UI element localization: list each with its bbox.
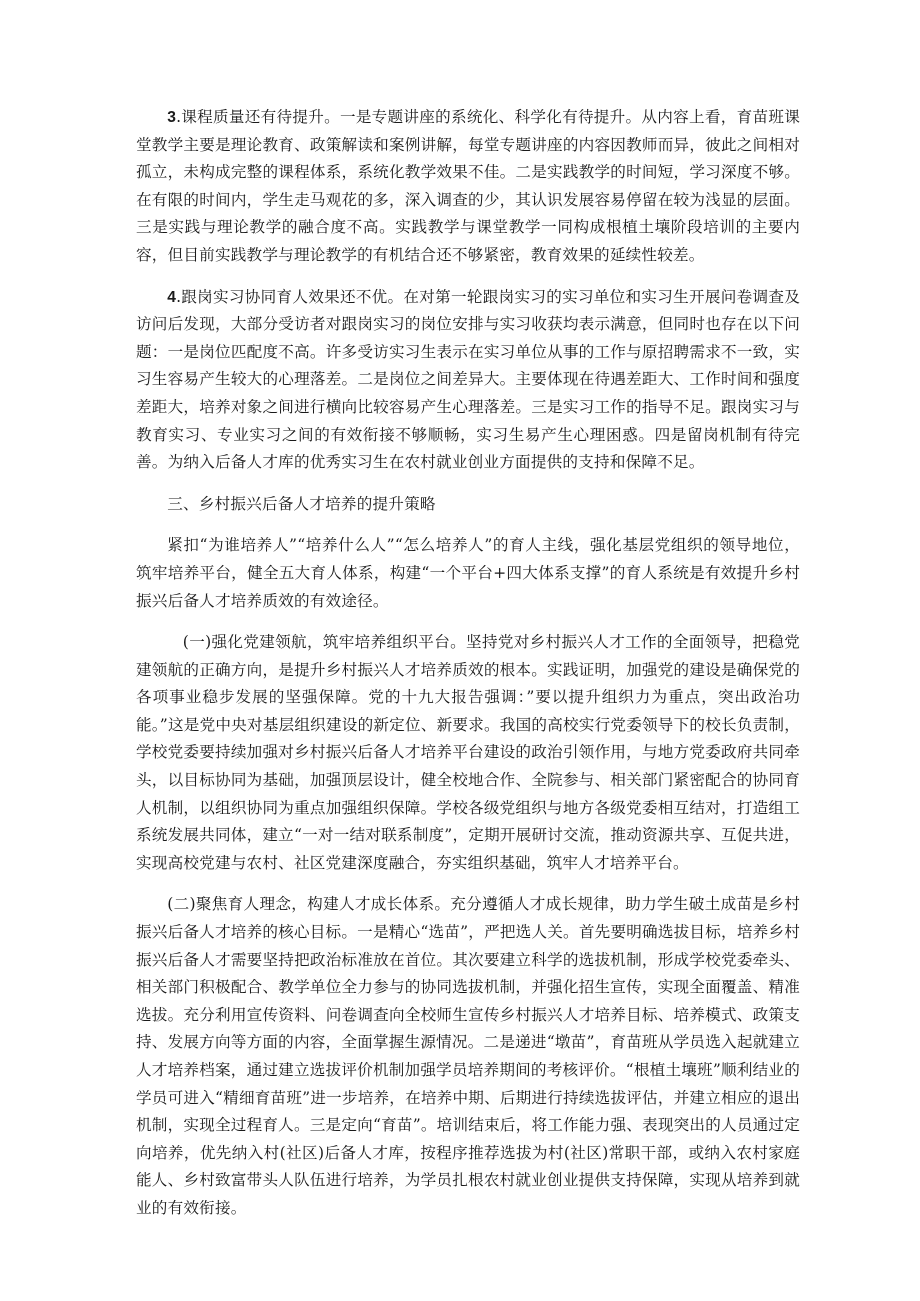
paragraph-text: .课程质量还有待提升。一是专题讲座的系统化、科学化有待提升。从内容上看，育苗班课堂教学主要是理论教育、政策解读和案例讲解，每堂专题讲座的内容因教师而异，彼此之间相对孤立，未构成完整的课程体系，系统化教学效果不佳。二是实践教学的时间短，学习深度不够。在有限的时间内，学生走马观花的多，深入调查的少，其认识发展容易停留在较为浅显的层面。三是实践与理论教学的融合度不高。实践教学与课堂教学一同构成根植土壤阶段培训的主要内容，但目前实践教学与理论教学的有机结合还不够紧密，教育效果的延续性较差。: [136, 108, 800, 264]
paragraph-talent-growth: (二)聚焦育人理念，构建人才成长体系。充分遵循人才成长规律，助力学生破土成苗是乡村振兴后备人才培养的核心目标。一是精心“选苗”，严把选人关。首先要明确选拔目标，培养乡村振兴后备人才需要坚持把政治标准放在首位。其次要建立科学的选拔机制，形成学校党委牵头、相关部门积极配合、教学单位全力参与的协同选拔机制，并强化招生宣传，实现全面覆盖、精准选拔。充分利用宣传资料、问卷调查向全校师生宣传乡村振兴人才培养目标、培养模式、政策支持、发展方向等方面的内容，全面掌握生源情况。二是递进“墩苗”，育苗班从学员选入起就建立人才培养档案，通过建立选拔评价机制加强学员培养期间的考核评价。“根植土壤班”顺利结业的学员可进入“精细育苗班”进一步培养，在培养中期、后期进行持续选拔评估，并建立相应的退出机制，实现全过程育人。三是定向“育苗”。培训结束后，将工作能力强、表现突出的人员通过定向培养，优先纳入村(社区)后备人才库，按程序推荐选拔为村(社区)常职干部，或纳入农村家庭能人、乡村致富带头人队伍进行培养，为学员扎根农村就业创业提供支持保障，实现从培养到就业的有效衔接。: [136, 895, 800, 1217]
paragraph-course-quality: [136, 104, 800, 270]
document-page: [136, 104, 800, 1237]
paragraph-party-building: (一)强化党建领航，筑牢培养组织平台。坚持党对乡村振兴人才工作的全面领导，把稳党建领航的正确方向，是提升乡村振兴人才培养质效的根本。实践证明，加强党的建设是确保党的各项事业稳步发展的坚强保障。党的十九大报告强调：”要以提升组织力为重点，突出政治功能。”这是党中央对基层组织建设的新定位、新要求。我国的高校实行党委领导下的校长负责制，学校党委要持续加强对乡村振兴后备人才培养平台建设的政治引领作用，与地方党委政府共同牵头，以目标协同为基础，加强顶层设计，健全校地合作、全院参与、相关部门紧密配合的协同育人机制，以组织协同为重点加强组织保障。学校各级党组织与地方各级党委相互结对，打造组工系统发展共同体，建立“一对一结对联系制度”，定期开展研讨交流，推动资源共享、互促共进，实现高校党建与农村、社区党建深度融合，夯实组织基础，筑牢人才培养平台。: [136, 633, 800, 872]
paragraph-intro: 紧扣“为谁培养人”“培养什么人”“怎么培养人”的育人主线，强化基层党组织的领导地位，筑牢培养平台，健全五大育人体系，构建“一个平台+四大体系支撑”的育人系统是有效提升乡村振兴后备人才培养质效的有效途径。: [136, 536, 800, 610]
paragraph-text: .跟岗实习协同育人效果还不优。在对第一轮跟岗实习的实习单位和实习生开展问卷调查及访问后发现，大部分受访者对跟岗实习的岗位安排与实习收获均表示满意，但同时也存在以下问题：一是岗位匹配度不高。许多受访实习生表示在实习单位从事的工作与原招聘需求不一致，实习生容易产生较大的心理落差。二是岗位之间差异大。主要体现在待遇差距大、工作时间和强度差距大，培养对象之间进行横向比较容易产生心理落差。三是实习工作的指导不足。跟岗实习与教育实习、专业实习之间的有效衔接不够顺畅，实习生易产生心理困惑。四是留岗机制有待完善。为纳入后备人才库的优秀实习生在农村就业创业方面提供的支持和保障不足。: [136, 287, 800, 472]
section-heading: 三、乡村振兴后备人才培养的提升策略: [167, 494, 436, 513]
paragraph-internship: [136, 284, 800, 477]
item-number: 4: [167, 288, 177, 306]
item-number: 3: [167, 109, 177, 126]
